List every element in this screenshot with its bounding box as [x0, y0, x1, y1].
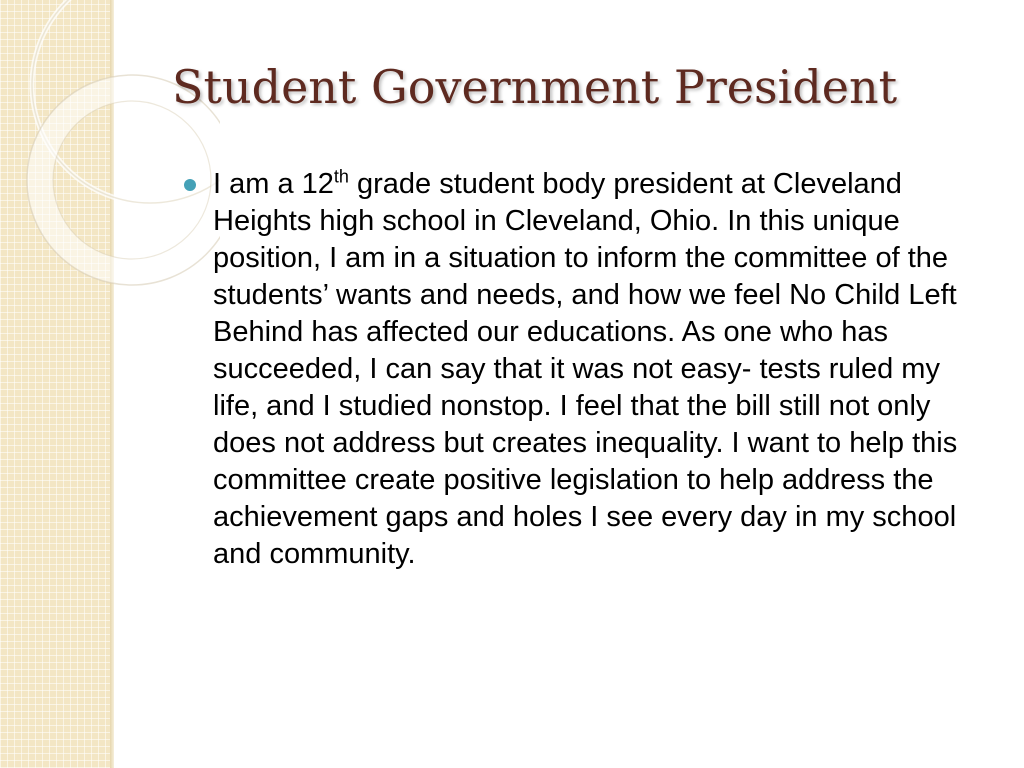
slide-title: Student Government President [172, 60, 898, 114]
bullet-text-start: I am a 12 [213, 168, 334, 200]
slide-content [182, 166, 992, 573]
bullet-dot-icon [184, 179, 196, 191]
bullet-text-rest: grade student body president at Cleveland Heights high school in Cleveland, Ohio. In this unique position, I am in a situation to inform the committee of the students’ wants and needs, and how we feel No Child Left Behind has affected our educations. As one who has succeeded, I can say that it was not easy- tests ruled my life, and I studied nonstop. I feel that the bill still not only does not address but creates inequality. I want to help this committee create positive legislation to help address the achievement gaps and holes I see every day in my school and community. [213, 168, 958, 570]
ordinal-suffix: th [333, 166, 349, 187]
bullet-item [182, 166, 992, 573]
bullet-text [213, 168, 957, 570]
